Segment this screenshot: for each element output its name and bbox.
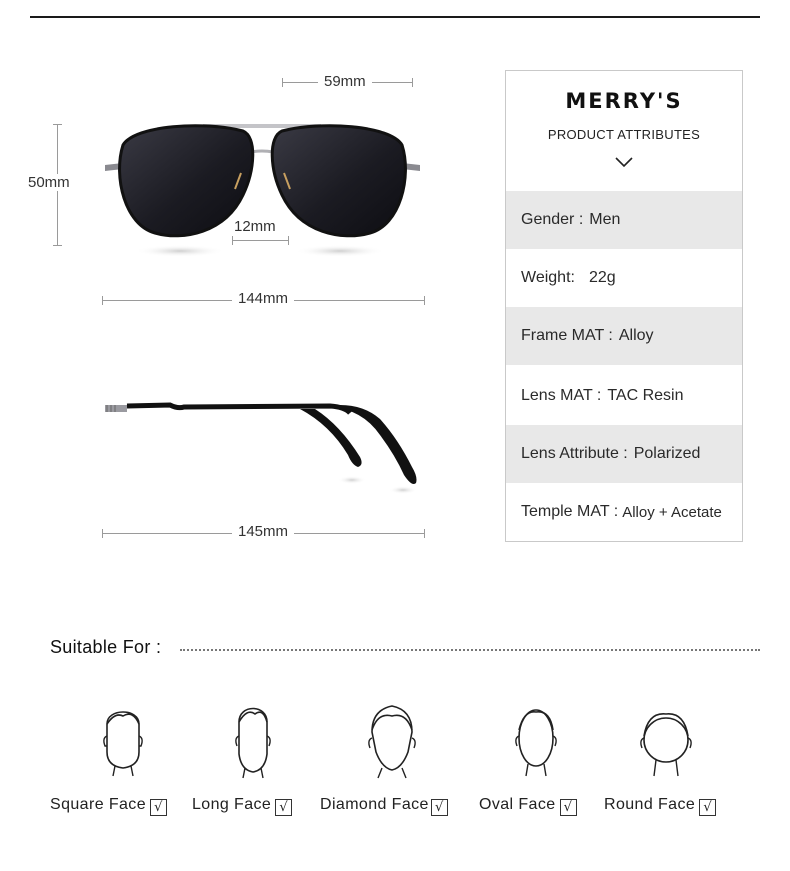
face-label-diamond [320,796,448,816]
face-label-text: Diamond Face [320,796,429,813]
temple-length-tick-right [424,529,425,538]
face-label-square [50,796,167,816]
attribute-row-weight [506,249,742,307]
bridge-tick-left [232,236,233,245]
attribute-label: Weight: [521,269,575,286]
top-rule [30,16,760,18]
panel-subtitle: PRODUCT ATTRIBUTES [547,127,701,142]
diamond-face-icon [362,700,422,780]
lens-width-label: 59mm [318,73,372,90]
attribute-value: TAC Resin [607,387,684,404]
check-icon: √ [431,799,448,816]
attribute-label: Lens Attribute : [521,445,628,462]
chevron-down-icon [614,155,634,169]
attribute-value: Men [589,211,621,228]
attribute-label: Frame MAT : [521,327,613,344]
lens-height-label: 50mm [28,174,70,191]
attribute-row-temple-mat [506,483,742,541]
check-icon: √ [560,799,577,816]
frame-width-tick-left [102,296,103,305]
product-attributes-panel [505,70,743,542]
suitable-for-heading: Suitable For : [50,637,162,657]
round-face-icon [636,700,696,780]
attribute-value: Polarized [633,445,701,462]
attribute-row-frame-mat [506,307,742,365]
attribute-label: Temple MAT : [521,503,619,520]
temple-length-tick-left [102,529,103,538]
long-face-icon [223,700,283,780]
check-icon: √ [275,799,292,816]
dotted-divider [180,649,760,651]
attribute-label: Lens MAT : [521,387,602,404]
frame-width-tick-right [424,296,425,305]
attribute-row-gender [506,191,742,249]
lens-width-tick-right [412,78,413,87]
check-icon: √ [699,799,716,816]
face-label-long [192,796,292,816]
face-label-text: Long Face [192,796,272,813]
sunglasses-side-image [100,395,425,505]
sunglasses-front-image [95,115,430,265]
lens-height-tick-bottom [53,245,62,246]
attribute-value: Alloy [618,327,654,344]
oval-face-icon [506,700,566,780]
bridge-line [232,240,288,241]
face-label-oval [479,796,577,816]
brand-logo: MERRY'S [565,89,683,113]
attribute-value: 22g [588,269,616,286]
attribute-label: Gender : [521,211,584,228]
lens-width-tick-left [282,78,283,87]
bridge-tick-right [288,236,289,245]
face-label-round [604,796,716,816]
bridge-label: 12mm [230,218,280,235]
temple-length-label: 145mm [232,523,294,540]
check-icon: √ [150,799,167,816]
face-label-text: Round Face [604,796,696,813]
face-label-text: Oval Face [479,796,556,813]
attribute-value: Alloy + Acetate [622,503,722,521]
frame-width-label: 144mm [232,290,294,307]
square-face-icon [93,700,153,780]
attribute-row-lens-attribute [506,425,742,483]
attribute-row-lens-mat [506,367,742,425]
lens-height-tick-top [53,124,62,125]
face-label-text: Square Face [50,796,147,813]
